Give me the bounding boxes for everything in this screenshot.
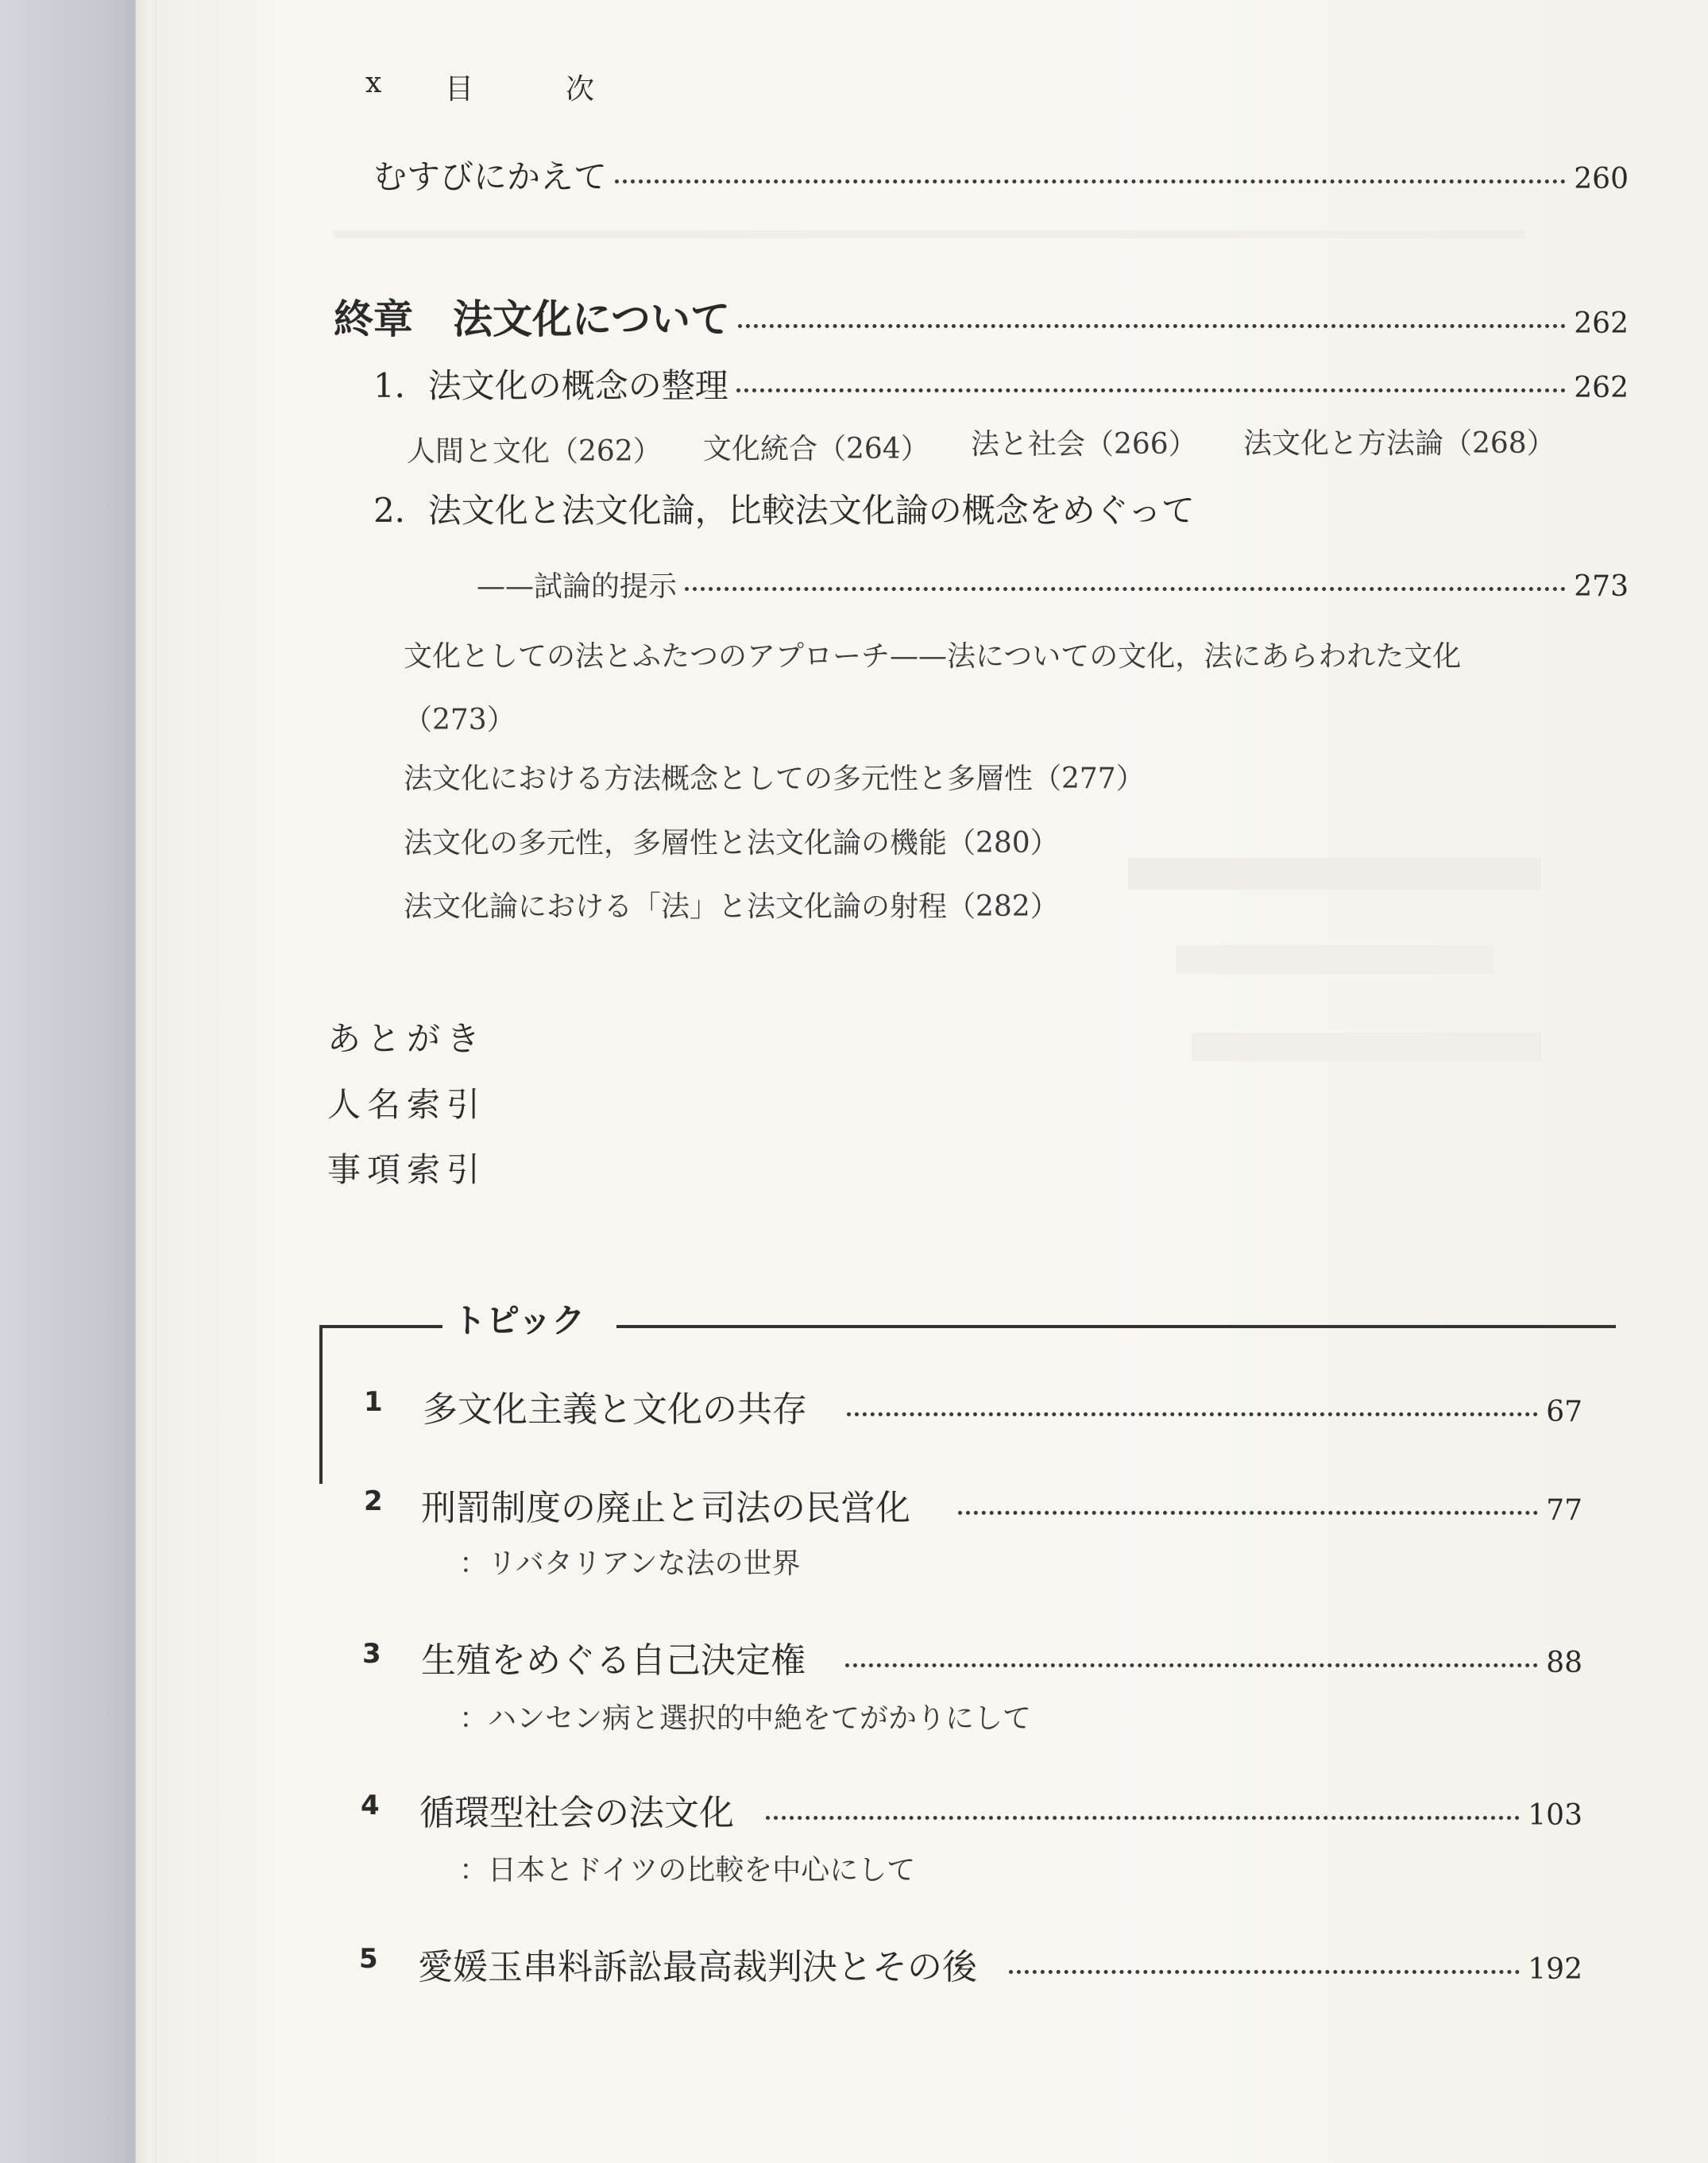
dot-leader — [845, 1663, 1538, 1667]
topic-label: トピック — [453, 1301, 585, 1340]
topic-page: 67 — [1546, 1396, 1582, 1428]
topic-frame — [616, 1325, 1616, 1328]
subtopic: 法文化の多元性，多層性と法文化論の機能（280） — [404, 827, 1059, 859]
bleed-through — [1128, 858, 1541, 890]
bleed-through — [1192, 1033, 1541, 1061]
topic-number: 1 — [364, 1386, 383, 1418]
topic-entry — [421, 1479, 1582, 1530]
section-page: 273 — [1574, 570, 1629, 603]
subtopic: 法文化における方法概念としての多元性と多層性（277） — [404, 763, 1145, 795]
section-entry — [477, 564, 1629, 604]
page-header-title: 目 次 — [445, 73, 627, 106]
toc-entry-title: むすびにかえて — [373, 157, 608, 196]
topic-title: 循環型社会の法文化 — [419, 1793, 734, 1833]
topic-entry — [418, 1938, 1582, 1989]
dot-leader — [685, 586, 1566, 591]
topic-title: 刑罰制度の廃止と司法の民営化 — [421, 1488, 910, 1528]
topic-page: 88 — [1546, 1647, 1582, 1679]
section-title: 1．法文化の概念の整理 — [373, 366, 728, 405]
bleed-through — [334, 230, 1525, 238]
section-entry — [373, 360, 1629, 407]
topic-title: 生殖をめぐる自己決定権 — [421, 1640, 806, 1681]
chapter-title: 終章 法文化について — [334, 295, 730, 342]
back-matter-item: 人名索引 — [327, 1085, 487, 1124]
topic-page: 192 — [1528, 1953, 1582, 1986]
topic-frame — [319, 1325, 323, 1484]
dot-leader — [766, 1815, 1520, 1820]
topic-page: 103 — [1528, 1799, 1582, 1832]
subtopic: 法と社会（266） — [971, 428, 1197, 461]
bleed-through — [1176, 945, 1494, 974]
topic-subtitle: ：ハンセン病と選択的中絶をてがかりにして — [459, 1702, 1032, 1735]
topic-subtitle: ：日本とドイツの比較を中心にして — [459, 1854, 916, 1887]
topic-number: 3 — [362, 1638, 381, 1670]
topic-entry — [423, 1381, 1582, 1431]
dot-leader — [958, 1510, 1538, 1515]
dot-leader — [615, 179, 1566, 183]
section-title: 2．法文化と法文化論，比較法文化論の概念をめぐって — [373, 491, 1195, 530]
topic-frame — [319, 1325, 442, 1328]
topic-page: 77 — [1546, 1494, 1582, 1527]
section-subtitle: ——試論的提示 — [477, 570, 678, 603]
dot-leader — [1009, 1969, 1520, 1974]
back-matter-item: あとがき — [327, 1019, 487, 1058]
page-edge — [135, 0, 160, 2163]
topic-entry — [419, 1784, 1582, 1835]
subtopic: 人間と文化（262） — [407, 435, 662, 468]
chapter-page: 262 — [1574, 307, 1629, 340]
dot-leader — [738, 323, 1566, 328]
back-matter-item: 事項索引 — [327, 1150, 487, 1189]
topic-title: 多文化主義と文化の共存 — [423, 1389, 807, 1430]
toc-entry-page: 260 — [1574, 163, 1629, 195]
subtopic: 法文化と方法論（268） — [1243, 427, 1555, 460]
section-page: 262 — [1574, 372, 1629, 404]
background-surface — [0, 0, 147, 2163]
subtopic: 文化としての法とふたつのアプローチ——法についての文化，法にあらわれた文化 — [404, 640, 1462, 673]
topic-number: 5 — [359, 1943, 378, 1975]
topic-entry — [421, 1632, 1582, 1682]
topic-title: 愛媛玉串料訴訟最高裁判決とその後 — [418, 1947, 977, 1987]
dot-leader — [736, 388, 1567, 392]
topic-subtitle: ：リバタリアンな法の世界 — [459, 1547, 801, 1580]
topic-number: 4 — [361, 1790, 380, 1821]
subtopic: （273） — [404, 704, 516, 736]
chapter-entry — [334, 288, 1629, 345]
dot-leader — [847, 1412, 1538, 1416]
page-number: x — [365, 67, 385, 99]
topic-number: 2 — [364, 1485, 383, 1517]
toc-entry — [373, 151, 1629, 199]
subtopic: 法文化論における「法」と法文化論の射程（282） — [404, 890, 1059, 923]
subtopic: 文化統合（264） — [703, 433, 929, 465]
